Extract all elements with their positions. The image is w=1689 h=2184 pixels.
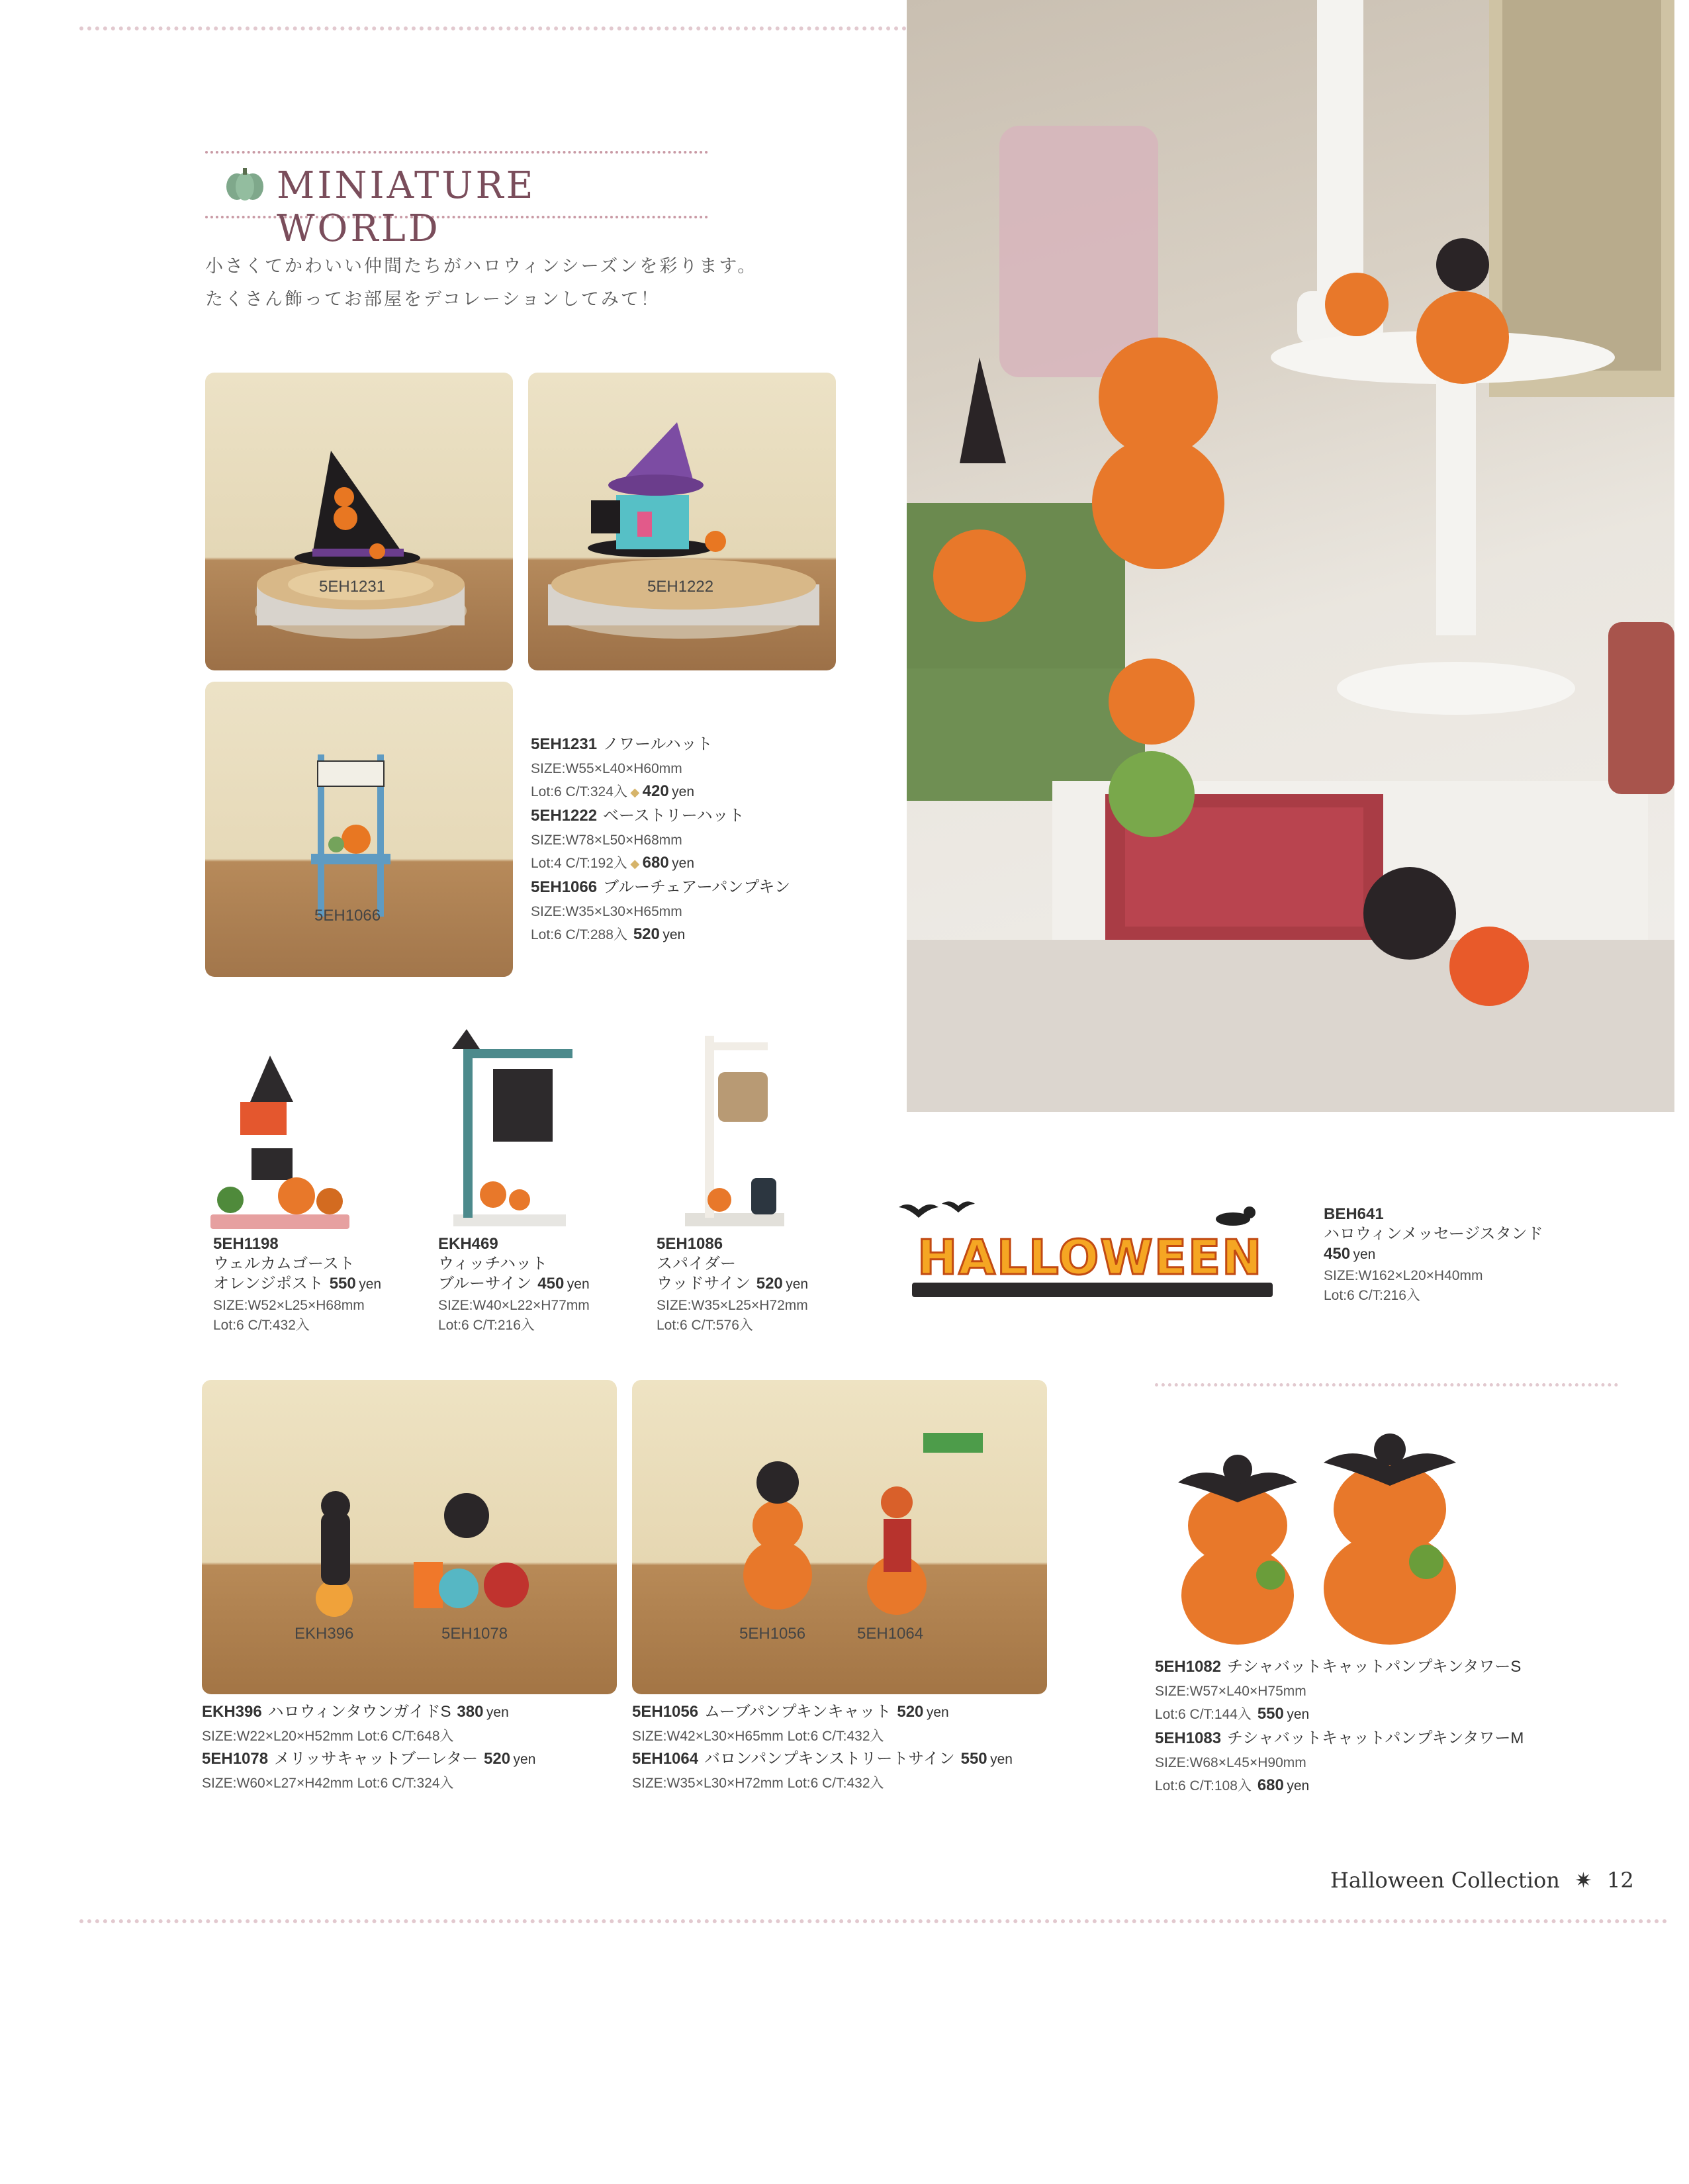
product-desc-5EH1198 [213, 1234, 381, 1336]
product-price: 550 [1257, 1705, 1284, 1723]
product-entry [1155, 1656, 1524, 1727]
product-lot: Lot:4 C/T:192入 [531, 856, 627, 871]
product-price: 450 [537, 1275, 565, 1293]
pastry-hat-figure [545, 422, 823, 644]
product-price: 420 [642, 782, 669, 800]
product-name: バロンパンプキンストリートサイン [704, 1750, 955, 1768]
product-size: SIZE:W162×L20×H40mm [1324, 1268, 1483, 1283]
photo-caption: EKH396 [295, 1625, 354, 1643]
product-lot: Lot:6 C/T:288入 [531, 927, 627, 942]
product-photo-pastry-hat [528, 373, 836, 670]
product-photo-blue-chair [205, 682, 513, 977]
intro-line-1: 小さくてかわいい仲間たちがハロウィンシーズンを彩ります。 [205, 256, 758, 277]
product-name-line-2: ウッドサイン [657, 1275, 751, 1293]
product-code: 5EH1231 [531, 735, 598, 753]
product-name: ハロウィンタウンガイドS [267, 1703, 451, 1721]
hero-scene [907, 0, 1674, 1112]
product-lot: Lot:6 C/T:216入 [438, 1318, 535, 1333]
product-code: 5EH1056 [632, 1703, 699, 1721]
product-meta: SIZE:W42×L30×H65mm Lot:6 C/T:432入 [632, 1729, 884, 1744]
price-unit: yen [486, 1705, 509, 1720]
section-title-block [205, 151, 708, 250]
spider-wood-sign-figure [678, 1029, 791, 1228]
product-size: SIZE:W52×L25×H68mm [213, 1298, 365, 1313]
product-photo-pumpkin-cat-and-baron [632, 1380, 1047, 1694]
noir-hat-figure [251, 419, 470, 644]
product-entry [531, 805, 901, 876]
product-meta: SIZE:W60×L27×H42mm Lot:6 C/T:324入 [202, 1776, 454, 1791]
product-photo-noir-hat [205, 373, 513, 670]
product-code: EKH396 [202, 1703, 262, 1721]
product-lot: Lot:6 C/T:144入 [1155, 1707, 1252, 1722]
price-unit: yen [359, 1277, 382, 1292]
halloween-message-stand-figure [892, 1198, 1283, 1304]
welcome-ghost-post-figure [210, 1042, 363, 1231]
product-name: ノワールハット [602, 735, 713, 753]
intro-text [205, 250, 801, 316]
product-code: 5EH1086 [657, 1235, 723, 1253]
product-desc-BEH641 [1324, 1205, 1543, 1306]
product-entry [531, 733, 901, 805]
product-name: チシャバットキャットパンプキンタワーM [1226, 1729, 1524, 1747]
witch-hat-blue-sign-figure [440, 1029, 579, 1228]
product-desc-5EH1086 [657, 1234, 808, 1336]
product-size: SIZE:W57×L40×H75mm [1155, 1684, 1306, 1699]
price-unit: yen [1287, 1778, 1310, 1794]
page-footer [1330, 1868, 1634, 1893]
price-unit: yen [990, 1752, 1013, 1767]
pumpkin-tower-figures [1165, 1430, 1469, 1648]
product-meta: SIZE:W35×L30×H72mm Lot:6 C/T:432入 [632, 1776, 884, 1791]
photo-caption: 5EH1056 [739, 1625, 806, 1643]
product-code: 5EH1222 [531, 807, 598, 825]
price-unit: yen [513, 1752, 536, 1767]
price-unit: yen [672, 784, 695, 799]
photo-caption: 5EH1222 [647, 578, 714, 596]
intro-line-2: たくさん飾ってお部屋をデコレーションしてみて！ [205, 289, 661, 310]
product-price: 520 [756, 1275, 783, 1293]
product-code: 5EH1082 [1155, 1658, 1222, 1676]
cat-icon [1210, 1202, 1256, 1228]
product-name: メリッサキャットブーレター [273, 1750, 479, 1768]
product-code: BEH641 [1324, 1205, 1384, 1223]
page-number: 12 [1606, 1868, 1634, 1893]
pumpkin-cat-and-baron-figures [705, 1420, 983, 1625]
product-name: ムーブパンプキンキャット [704, 1703, 891, 1721]
product-photo-town-guide-and-boo-letter [202, 1380, 617, 1694]
product-entry [531, 876, 901, 948]
top-dotted-border [79, 26, 907, 30]
price-unit: yen [1353, 1247, 1376, 1262]
product-code: 5EH1083 [1155, 1729, 1222, 1747]
blue-chair-figure [304, 754, 397, 920]
star-icon: ✷ [1574, 1868, 1592, 1893]
product-price: 680 [1257, 1776, 1284, 1794]
bottom-dotted-border [79, 1919, 1668, 1923]
photo-caption: 5EH1066 [314, 907, 381, 925]
title-rule-top [205, 151, 708, 154]
product-price: 680 [642, 854, 669, 872]
product-name: チシャバットキャットパンプキンタワーS [1226, 1658, 1522, 1676]
product-name-line-2: オレンジポスト [213, 1275, 324, 1293]
product-meta: SIZE:W22×L20×H52mm Lot:6 C/T:648入 [202, 1729, 454, 1744]
product-size: SIZE:W35×L25×H72mm [657, 1298, 808, 1313]
product-lot: Lot:6 C/T:108入 [1155, 1778, 1252, 1794]
price-unit: yen [662, 927, 686, 942]
bat-icon [942, 1198, 975, 1215]
product-name-line-2: ブルーサイン [438, 1275, 532, 1293]
product-name: ハロウィンメッセージスタンド [1324, 1225, 1543, 1243]
product-price: 550 [329, 1275, 356, 1293]
product-list-group4 [632, 1701, 1013, 1795]
photo-caption: 5EH1231 [319, 578, 386, 596]
product-list-group3 [202, 1701, 535, 1795]
product-size: SIZE:W68×L45×H90mm [1155, 1755, 1306, 1770]
product-desc-EKH469 [438, 1234, 590, 1336]
product-lot: Lot:6 C/T:324入 [531, 784, 627, 799]
product-name-line-1: ウェルカムゴースト [213, 1255, 355, 1273]
product-name-line-1: スパイダー [657, 1255, 736, 1273]
product-code: 5EH1066 [531, 878, 598, 896]
product-lot: Lot:6 C/T:576入 [657, 1318, 753, 1333]
product-size: SIZE:W40×L22×H77mm [438, 1298, 590, 1313]
diamond-icon: ◆ [630, 786, 640, 799]
product-list-group1 [531, 733, 901, 948]
product-entry [1155, 1727, 1524, 1799]
product-price: 520 [897, 1703, 924, 1721]
product-list-group5 [1155, 1656, 1524, 1799]
footer-label: Halloween Collection [1330, 1868, 1560, 1893]
product-code: 5EH1198 [213, 1235, 279, 1253]
photo-caption: 5EH1064 [857, 1625, 924, 1643]
product-name: ベーストリーハット [602, 807, 745, 825]
product-size: SIZE:W78×L50×H68mm [531, 833, 682, 848]
product-code: EKH469 [438, 1235, 498, 1253]
pumpkin-icon [224, 165, 266, 203]
product-price: 520 [484, 1750, 511, 1768]
product-size: SIZE:W55×L40×H60mm [531, 761, 682, 776]
price-unit: yen [1287, 1707, 1310, 1722]
hero-lifestyle-photo [907, 0, 1674, 1112]
product-price: 550 [960, 1750, 987, 1768]
product-lot: Lot:6 C/T:432入 [213, 1318, 310, 1333]
price-unit: yen [786, 1277, 809, 1292]
price-unit: yen [567, 1277, 590, 1292]
product-name-line-1: ウィッチハット [438, 1255, 548, 1273]
stand-sign-text: HALLOWEEN [917, 1230, 1263, 1285]
photo-caption: 5EH1078 [441, 1625, 508, 1643]
product-name: ブルーチェアーパンプキン [602, 878, 791, 896]
product-lot: Lot:6 C/T:216入 [1324, 1288, 1420, 1303]
product-price: 380 [457, 1703, 484, 1721]
diamond-icon: ◆ [630, 857, 640, 870]
right-section-divider [1155, 1383, 1618, 1387]
product-price: 450 [1324, 1245, 1351, 1263]
product-code: 5EH1078 [202, 1750, 269, 1768]
product-code: 5EH1064 [632, 1750, 699, 1768]
product-size: SIZE:W35×L30×H65mm [531, 904, 682, 919]
price-unit: yen [672, 856, 695, 871]
page-title: MINIATURE WORLD [277, 164, 536, 250]
price-unit: yen [926, 1705, 949, 1720]
product-price: 520 [633, 925, 660, 943]
town-guide-and-boo-figures [288, 1466, 553, 1618]
bat-icon [899, 1201, 938, 1220]
